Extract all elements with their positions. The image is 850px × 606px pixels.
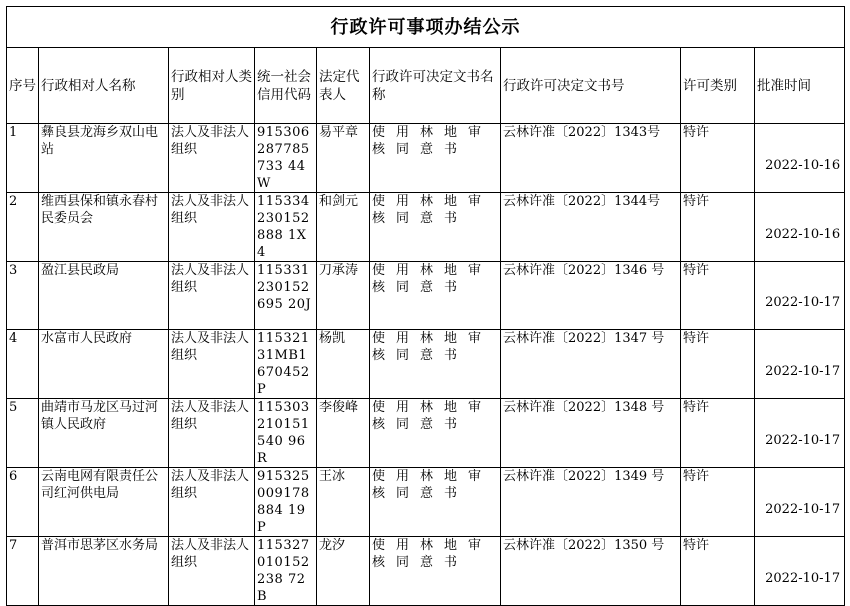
cell-doc-no: 云林许准〔2022〕1343号 — [501, 124, 681, 193]
cell-credit-code: 115303210151540 96R — [255, 399, 317, 468]
permit-table — [6, 6, 845, 606]
header-doc-no: 行政许可决定文书号 — [501, 48, 681, 124]
header-category: 行政相对人类别 — [169, 48, 255, 124]
cell-credit-code: 115331230152695 20J — [255, 262, 317, 330]
table-row — [7, 330, 845, 399]
cell-name: 盈江县民政局 — [39, 262, 169, 330]
title-row — [7, 7, 845, 48]
cell-legal-rep: 杨凯 — [317, 330, 370, 399]
cell-doc-no: 云林许准〔2022〕1350 号 — [501, 537, 681, 606]
page-title: 行政许可事项办结公示 — [7, 7, 845, 48]
cell-category: 法人及非法人组织 — [169, 124, 255, 193]
cell-seq: 3 — [7, 262, 39, 330]
cell-name: 维西县保和镇永春村民委员会 — [39, 193, 169, 262]
cell-doc-no: 云林许准〔2022〕1349 号 — [501, 468, 681, 537]
cell-category: 法人及非法人组织 — [169, 330, 255, 399]
table-row — [7, 399, 845, 468]
cell-permit-type: 特许 — [681, 193, 755, 262]
cell-seq: 5 — [7, 399, 39, 468]
cell-legal-rep: 刀承涛 — [317, 262, 370, 330]
cell-permit-type: 特许 — [681, 262, 755, 330]
cell-category: 法人及非法人组织 — [169, 537, 255, 606]
cell-permit-type: 特许 — [681, 399, 755, 468]
cell-approval-date: 2022-10-17 — [755, 262, 845, 330]
cell-doc-no: 云林许准〔2022〕1347 号 — [501, 330, 681, 399]
header-seq: 序号 — [7, 48, 39, 124]
cell-doc-name: 使用林地审核同意书 — [370, 399, 501, 468]
cell-name: 曲靖市马龙区马过河镇人民政府 — [39, 399, 169, 468]
table-row — [7, 537, 845, 606]
cell-credit-code: 115334230152888 1X4 — [255, 193, 317, 262]
cell-legal-rep: 李俊峰 — [317, 399, 370, 468]
cell-credit-code: 115327010152238 72B — [255, 537, 317, 606]
cell-approval-date: 2022-10-17 — [755, 468, 845, 537]
cell-legal-rep: 易平章 — [317, 124, 370, 193]
header-approval-date: 批准时间 — [755, 48, 845, 124]
cell-doc-name: 使用林地审核同意书 — [370, 124, 501, 193]
cell-name: 彝良县龙海乡双山电站 — [39, 124, 169, 193]
cell-doc-no: 云林许准〔2022〕1344号 — [501, 193, 681, 262]
publicity-sheet — [6, 6, 844, 606]
cell-credit-code: 915325009178884 19P — [255, 468, 317, 537]
cell-permit-type: 特许 — [681, 537, 755, 606]
cell-category: 法人及非法人组织 — [169, 262, 255, 330]
cell-seq: 4 — [7, 330, 39, 399]
cell-permit-type: 特许 — [681, 468, 755, 537]
cell-doc-name: 使用林地审核同意书 — [370, 537, 501, 606]
table-row — [7, 193, 845, 262]
header-row — [7, 48, 845, 124]
cell-seq: 7 — [7, 537, 39, 606]
cell-approval-date: 2022-10-17 — [755, 330, 845, 399]
cell-doc-name: 使用林地审核同意书 — [370, 468, 501, 537]
cell-approval-date: 2022-10-16 — [755, 193, 845, 262]
header-permit-type: 许可类别 — [681, 48, 755, 124]
cell-approval-date: 2022-10-17 — [755, 537, 845, 606]
cell-doc-no: 云林许准〔2022〕1346 号 — [501, 262, 681, 330]
header-legal-rep: 法定代表人 — [317, 48, 370, 124]
cell-approval-date: 2022-10-16 — [755, 124, 845, 193]
cell-category: 法人及非法人组织 — [169, 468, 255, 537]
table-row — [7, 262, 845, 330]
cell-credit-code: 915306287785733 44W — [255, 124, 317, 193]
header-credit-code: 统一社会信用代码 — [255, 48, 317, 124]
cell-doc-name: 使用林地审核同意书 — [370, 262, 501, 330]
header-doc-name: 行政许可决定文书名称 — [370, 48, 501, 124]
cell-approval-date: 2022-10-17 — [755, 399, 845, 468]
table-row — [7, 124, 845, 193]
cell-doc-name: 使用林地审核同意书 — [370, 330, 501, 399]
cell-seq: 1 — [7, 124, 39, 193]
cell-legal-rep: 龙汐 — [317, 537, 370, 606]
cell-category: 法人及非法人组织 — [169, 399, 255, 468]
cell-name: 普洱市思茅区水务局 — [39, 537, 169, 606]
cell-credit-code: 11532131MB1670452P — [255, 330, 317, 399]
cell-name: 云南电网有限责任公司红河供电局 — [39, 468, 169, 537]
cell-doc-no: 云林许准〔2022〕1348 号 — [501, 399, 681, 468]
header-name: 行政相对人名称 — [39, 48, 169, 124]
cell-name: 水富市人民政府 — [39, 330, 169, 399]
cell-seq: 6 — [7, 468, 39, 537]
cell-doc-name: 使用林地审核同意书 — [370, 193, 501, 262]
cell-permit-type: 特许 — [681, 330, 755, 399]
cell-legal-rep: 和剑元 — [317, 193, 370, 262]
cell-category: 法人及非法人组织 — [169, 193, 255, 262]
cell-seq: 2 — [7, 193, 39, 262]
cell-permit-type: 特许 — [681, 124, 755, 193]
table-row — [7, 468, 845, 537]
cell-legal-rep: 王冰 — [317, 468, 370, 537]
